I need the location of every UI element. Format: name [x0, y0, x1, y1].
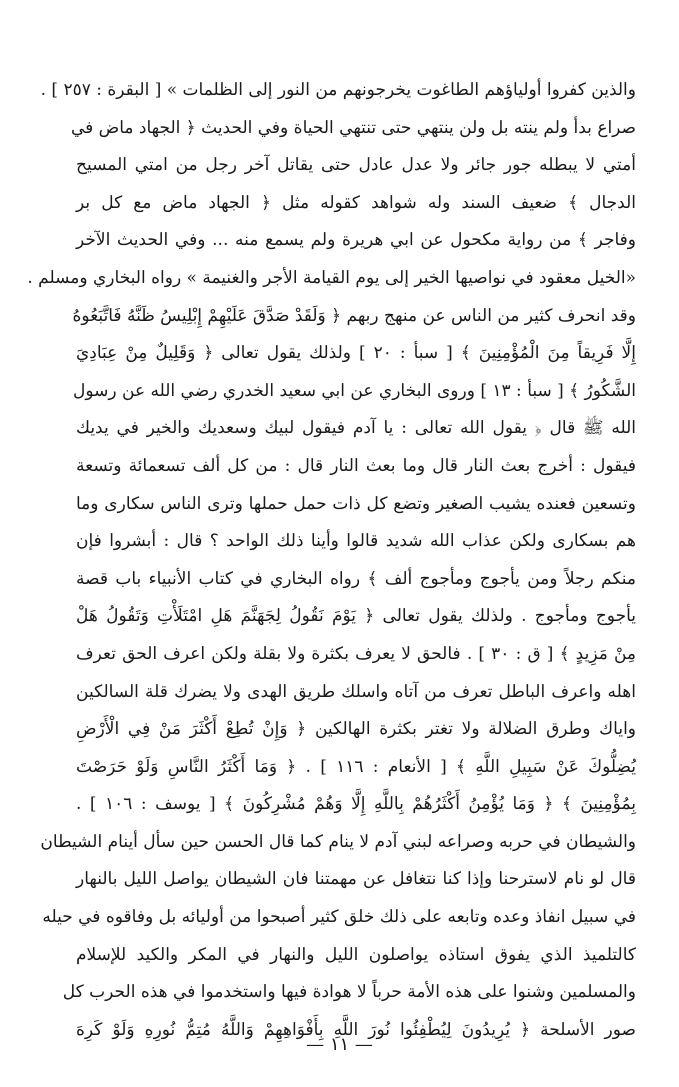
text-line: اهله واعرف الباطل تعرف من آتاه واسلك طريق الهدى ولا يضرك قلة السالكين	[76, 681, 636, 702]
page-number: — ١١ —	[306, 1034, 373, 1055]
text-line: مِنْ مَزِيدٍ ﴾ [ ق : ٣٠ ] . فالحق لا يعرف بكثرة ولا بقلة ولكن اعرف الحق تعرف	[76, 643, 636, 664]
text-line: وتسعين فعنده يشيب الصغير وتضع كل ذات حمل حملها وترى الناس سكارى وما	[76, 493, 636, 514]
text-line: هم بسكارى ولكن عذاب الله شديد قالوا وأينا ذلك الواحد ؟ قال : أبشروا فإن	[76, 531, 636, 552]
text-line: وفاجر ﴾ من رواية مكحول عن ابي هريرة ولم يسمع منه ... وفي الحديث الآخر	[76, 230, 636, 251]
text-line: الشَّكُورُ ﴾ [ سبأ : ١٣ ] وروى البخاري عن ابي سعيد الخدري رضي الله عن رسول	[73, 380, 636, 401]
text-line: كالتلميذ الذي يفوق استاذه يواصلون الليل والنهار في المكر والكيد للإسلام	[76, 944, 636, 965]
page-body	[27, 72, 637, 1049]
text-line: فيقول : أخرج بعث النار قال وما بعث النار قال : من كل ألف تسعمائة وتسعة	[76, 455, 636, 476]
text-line: بِمُؤْمِنِينَ ﴾ ﴿ وَمَا يُؤْمِنُ أَكْثَرُهُمْ بِاللَّهِ إِلَّا وَهُمْ مُشْرِكُونَ ﴾ [ يوسف : ١٠٦ ] .	[76, 794, 637, 815]
text-line: الله ﷺ قال ﴿ يقول الله تعالى : يا آدم فيقول لبيك وسعديك والخير في يديك	[76, 418, 636, 439]
text-line: يأجوج ومأجوج . ولذلك يقول تعالى ﴿ يَوْمَ نَقُولُ لِجَهَنَّمَ هَلِ امْتَلَأْتِ وَتَقُولُ هَلْ	[76, 606, 636, 627]
text-line: صراع بدأ ولم ينته بل ولن ينتهي حتى تنتهي الحياة وفي الحديث ﴿ الجهاد ماض في	[70, 117, 636, 138]
text-line: في سبيل انفاذ وعده وتابعه على ذلك خلق كثير أصبحوا من أوليائه بل وفاقوه في حيله	[42, 907, 636, 928]
text-line: إِلَّا فَرِيقاً مِنَ الْمُؤْمِنِينَ ﴾ [ سبأ : ٢٠ ] ولذلك يقول تعالى ﴿ وَقَلِيلٌ مِنْ عِبَادِيَ	[76, 343, 636, 364]
text-line: الدجال ﴾ ضعيف السند وله شواهد كقوله مثل ﴿ الجهاد ماض مع كل بر	[76, 192, 636, 213]
text-line: والشيطان في حربه وصراعه لبني آدم لا ينام كما قال الحسن حين سأل أينام الشيطان	[40, 831, 636, 852]
text-line: صور الأسلحة ﴿ يُرِيدُونَ لِيُطْفِئُوا نُورَ اللَّهِ بِأَفْوَاهِهِمْ وَاللَّهُ مُتِمُّ نُورِهِ وَلَوْ كَرِهَ	[76, 1019, 636, 1040]
text-line: أمتي لا يبطله جور جائر ولا عدل عادل حتى يقاتل آخر رجل من امتي المسيح	[76, 155, 636, 176]
text-line: منكم رجلاً ومن يأجوج ومأجوج ألف ﴾ رواه البخاري في كتاب الأنبياء باب قصة	[76, 568, 636, 589]
text-line: وقد انحرف كثير من الناس عن منهج ربهم ﴿ وَلَقَدْ صَدَّقَ عَلَيْهِمْ إِبْلِيسُ ظَنَّهُ فَاتَّبَعُوهُ	[72, 305, 636, 326]
text-line: يُضِلُّوكَ عَنْ سَبِيلِ اللَّهِ ﴾ [ الأنعام : ١١٦ ] . ﴿ وَمَا أَكْثَرُ النَّاسِ وَلَوْ حَرَصْتَ	[76, 756, 636, 777]
text-line: والذين كفروا أولياؤهم الطاغوت يخرجونهم من النور إلى الظلمات » [ البقرة : ٢٥٧ ] .	[40, 80, 636, 100]
text-line: واياك وطرق الضلالة ولا تغتر بكثرة الهالكين ﴿ وَإِنْ تُطِعْ أَكْثَرَ مَنْ فِي الْأَرْضِ	[76, 719, 636, 740]
text-line: والمسلمين وشنوا على هذه الأمة حرباً لا هوادة فيها واستخدموا في هذه الحرب كل	[62, 982, 636, 1003]
text-line: قال لو نام لاسترحنا وإذا كنا نتغافل عن مهمتنا فان الشيطان يواصل الليل بالنهار	[76, 869, 636, 890]
text-line: «الخيل معقود في نواصيها الخير إلى يوم القيامة الأجر والغنيمة » رواه البخاري ومسلم .	[27, 267, 636, 288]
